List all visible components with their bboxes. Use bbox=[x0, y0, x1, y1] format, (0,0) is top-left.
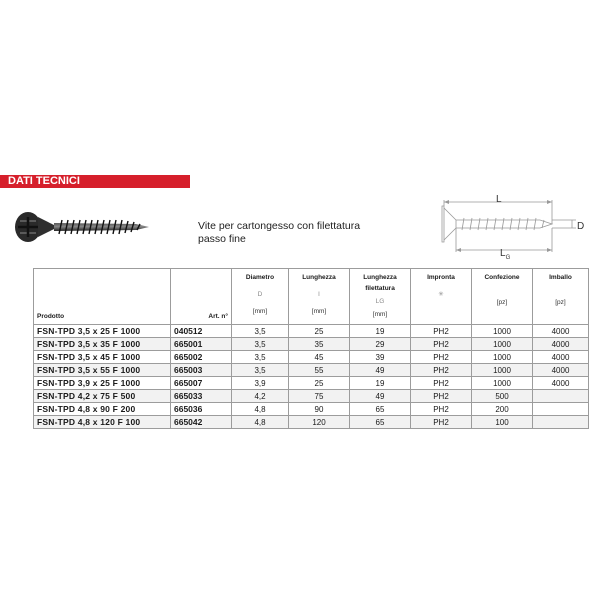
table-header-row bbox=[34, 269, 589, 325]
cell-art: 665001 bbox=[171, 338, 232, 351]
cell-diametro: 3,5 bbox=[232, 351, 289, 364]
cell-art: 665036 bbox=[171, 403, 232, 416]
table-row bbox=[34, 390, 589, 403]
header-art: Art. n° bbox=[171, 269, 232, 325]
cell-lunghezza: 55 bbox=[289, 364, 350, 377]
cell-confezione: 500 bbox=[472, 390, 533, 403]
description-line-2: passo fine bbox=[198, 232, 246, 245]
cell-impronta: PH2 bbox=[411, 377, 472, 390]
table-row bbox=[34, 364, 589, 377]
cell-impronta: PH2 bbox=[411, 403, 472, 416]
cell-imballo: 4000 bbox=[533, 351, 589, 364]
cell-imballo bbox=[533, 416, 589, 429]
cell-art: 665042 bbox=[171, 416, 232, 429]
cell-lunghezza: 90 bbox=[289, 403, 350, 416]
cell-art: 665003 bbox=[171, 364, 232, 377]
section-divider bbox=[0, 187, 190, 188]
cell-imballo: 4000 bbox=[533, 338, 589, 351]
header-confezione: Confezione [pz] bbox=[472, 269, 533, 325]
cell-art: 040512 bbox=[171, 325, 232, 338]
header-impronta: Impronta ✳ bbox=[411, 269, 472, 325]
header-lunghezza-filettatura: Lunghezza filettatura LG [mm] bbox=[350, 269, 411, 325]
cell-confezione: 1000 bbox=[472, 364, 533, 377]
cell-impronta: PH2 bbox=[411, 325, 472, 338]
cell-imballo bbox=[533, 390, 589, 403]
cell-prodotto: FSN-TPD 3,5 x 55 F 1000 bbox=[34, 364, 171, 377]
cell-diametro: 4,8 bbox=[232, 403, 289, 416]
cell-impronta: PH2 bbox=[411, 390, 472, 403]
cell-prodotto: FSN-TPD 4,8 x 90 F 200 bbox=[34, 403, 171, 416]
cell-diametro: 3,5 bbox=[232, 325, 289, 338]
cell-impronta: PH2 bbox=[411, 364, 472, 377]
section-title: DATI TECNICI bbox=[0, 175, 190, 187]
cell-diametro: 4,8 bbox=[232, 416, 289, 429]
cell-filettatura: 39 bbox=[350, 351, 411, 364]
dimension-diameter-label: D bbox=[577, 221, 585, 232]
cell-diametro: 4,2 bbox=[232, 390, 289, 403]
table-row bbox=[34, 377, 589, 390]
table-row bbox=[34, 351, 589, 364]
cell-lunghezza: 75 bbox=[289, 390, 350, 403]
cell-prodotto: FSN-TPD 3,5 x 45 F 1000 bbox=[34, 351, 171, 364]
screw-dimension-diagram bbox=[436, 192, 586, 262]
cell-prodotto: FSN-TPD 4,8 x 120 F 100 bbox=[34, 416, 171, 429]
specifications-table bbox=[33, 268, 589, 429]
cell-imballo: 4000 bbox=[533, 377, 589, 390]
cell-filettatura: 19 bbox=[350, 377, 411, 390]
cell-imballo: 4000 bbox=[533, 364, 589, 377]
cell-confezione: 1000 bbox=[472, 325, 533, 338]
cell-diametro: 3,9 bbox=[232, 377, 289, 390]
cell-filettatura: 29 bbox=[350, 338, 411, 351]
header-lunghezza: Lunghezza l [mm] bbox=[289, 269, 350, 325]
header-imballo: Imballo [pz] bbox=[533, 269, 589, 325]
cell-confezione: 1000 bbox=[472, 351, 533, 364]
table-row bbox=[34, 338, 589, 351]
cell-diametro: 3,5 bbox=[232, 338, 289, 351]
cell-confezione: 1000 bbox=[472, 377, 533, 390]
cell-imballo: 4000 bbox=[533, 325, 589, 338]
cell-impronta: PH2 bbox=[411, 351, 472, 364]
cell-imballo bbox=[533, 403, 589, 416]
table-row bbox=[34, 403, 589, 416]
product-description bbox=[198, 220, 360, 245]
cell-confezione: 1000 bbox=[472, 338, 533, 351]
cell-confezione: 100 bbox=[472, 416, 533, 429]
table-row bbox=[34, 325, 589, 338]
cell-filettatura: 19 bbox=[350, 325, 411, 338]
dimension-length-label: L bbox=[496, 194, 502, 205]
cell-filettatura: 49 bbox=[350, 364, 411, 377]
cell-filettatura: 65 bbox=[350, 416, 411, 429]
cell-lunghezza: 35 bbox=[289, 338, 350, 351]
cell-impronta: PH2 bbox=[411, 338, 472, 351]
cell-prodotto: FSN-TPD 3,5 x 35 F 1000 bbox=[34, 338, 171, 351]
header-prodotto: Prodotto bbox=[34, 269, 171, 325]
cell-diametro: 3,5 bbox=[232, 364, 289, 377]
header-diametro: Diametro D [mm] bbox=[232, 269, 289, 325]
dimension-thread-length-label: $L_G$ bbox=[500, 248, 511, 261]
cell-lunghezza: 120 bbox=[289, 416, 350, 429]
cell-prodotto: FSN-TPD 4,2 x 75 F 500 bbox=[34, 390, 171, 403]
cell-lunghezza: 45 bbox=[289, 351, 350, 364]
cell-art: 665033 bbox=[171, 390, 232, 403]
screw-icon bbox=[8, 205, 153, 250]
cell-prodotto: FSN-TPD 3,9 x 25 F 1000 bbox=[34, 377, 171, 390]
cell-filettatura: 49 bbox=[350, 390, 411, 403]
table-row bbox=[34, 416, 589, 429]
cell-impronta: PH2 bbox=[411, 416, 472, 429]
cell-prodotto: FSN-TPD 3,5 x 25 F 1000 bbox=[34, 325, 171, 338]
cell-art: 665007 bbox=[171, 377, 232, 390]
cell-lunghezza: 25 bbox=[289, 325, 350, 338]
cell-filettatura: 65 bbox=[350, 403, 411, 416]
cell-confezione: 200 bbox=[472, 403, 533, 416]
cell-lunghezza: 25 bbox=[289, 377, 350, 390]
cell-art: 665002 bbox=[171, 351, 232, 364]
description-line-1: Vite per cartongesso con filettatura bbox=[198, 220, 361, 232]
